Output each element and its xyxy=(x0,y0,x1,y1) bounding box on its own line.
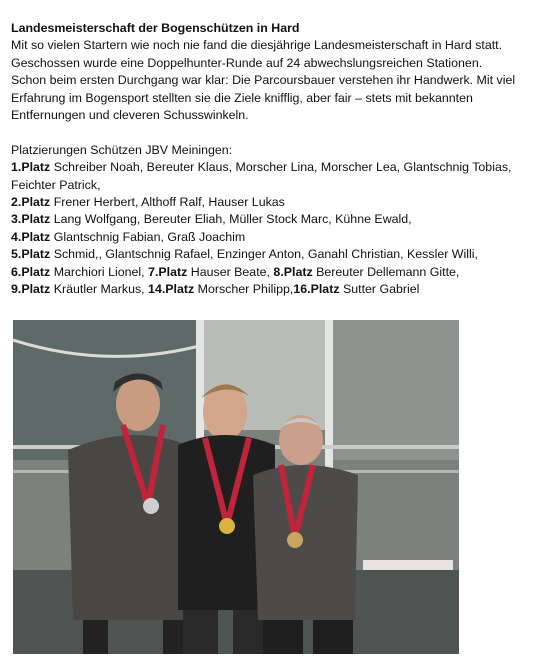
placement-rank: 3.Platz xyxy=(11,212,51,227)
placement-line xyxy=(11,177,551,194)
placement-rank: 8.Platz xyxy=(273,264,313,279)
intro-line: Mit so vielen Startern wie noch nie fand die diesjährige Landesmeisterschaft in Hard statt. xyxy=(11,38,503,53)
placement-line xyxy=(11,229,551,246)
placement-line xyxy=(11,194,551,211)
placement-rank: 7.Platz xyxy=(148,264,188,279)
intro-line: Entfernungen und cleveren Schusswinkeln. xyxy=(11,108,249,123)
placement-rank: 1.Platz xyxy=(11,160,51,175)
article-title: Landesmeisterschaft der Bogenschützen in Hard xyxy=(11,21,300,35)
placement-names: Glantschnig Fabian, Graß Joachim xyxy=(50,229,246,244)
placement-rank: 5.Platz xyxy=(11,247,51,262)
placement-names: Sutter Gabriel xyxy=(339,282,420,297)
placement-rank: 6.Platz xyxy=(11,264,51,279)
article xyxy=(11,20,551,298)
placement-line xyxy=(11,211,551,228)
paragraph-gap xyxy=(11,124,551,141)
placement-rank: 9.Platz xyxy=(11,282,51,297)
placement-names: Schmid,, Glantschnig Rafael, Enzinger Anton, Ganahl Christian, Kessler Willi, xyxy=(50,247,478,262)
placement-names: Kräutler Markus, xyxy=(50,282,149,297)
intro-line: Erfahrung im Bogensport stellten sie die Ziele knifflig, aber fair – stets mit bekannten xyxy=(11,90,473,105)
placement-line xyxy=(11,159,551,176)
placement-names: Schreiber Noah, Bereuter Klaus, Morscher Lina, Morscher Lea, Glantschnig Tobias, xyxy=(50,160,512,175)
placement-names: Bereuter Dellemann Gitte, xyxy=(312,264,460,279)
photo-three-archers-with-medals-icon xyxy=(13,320,459,654)
placement-names: Marchiori Lionel, xyxy=(50,264,149,279)
placement-names: Lang Wolfgang, Bereuter Eliah, Müller Stock Marc, Kühne Ewald, xyxy=(50,212,412,227)
placement-names: Hauser Beate, xyxy=(187,264,274,279)
intro-line: Geschossen wurde eine Doppelhunter-Runde auf 24 abwechslungsreichen Stationen. xyxy=(11,55,483,70)
placements-heading: Platzierungen Schützen JBV Meiningen: xyxy=(11,142,233,157)
placements-list xyxy=(11,159,551,298)
placement-names: Morscher Philipp, xyxy=(194,282,294,297)
team-photo xyxy=(13,320,459,654)
placement-rank: 4.Platz xyxy=(11,229,51,244)
placement-names: Feichter Patrick, xyxy=(11,177,101,192)
intro-line: Schon beim ersten Durchgang war klar: Die Parcoursbauer verstehen ihr Handwerk. Mit viel xyxy=(11,73,516,88)
placement-line xyxy=(11,281,551,298)
placement-rank: 2.Platz xyxy=(11,195,51,210)
placement-rank: 14.Platz xyxy=(148,282,195,297)
placement-rank: 16.Platz xyxy=(293,282,340,297)
placement-line xyxy=(11,246,551,263)
placement-names: Frener Herbert, Althoff Ralf, Hauser Lukas xyxy=(50,195,285,210)
placement-line xyxy=(11,264,551,281)
